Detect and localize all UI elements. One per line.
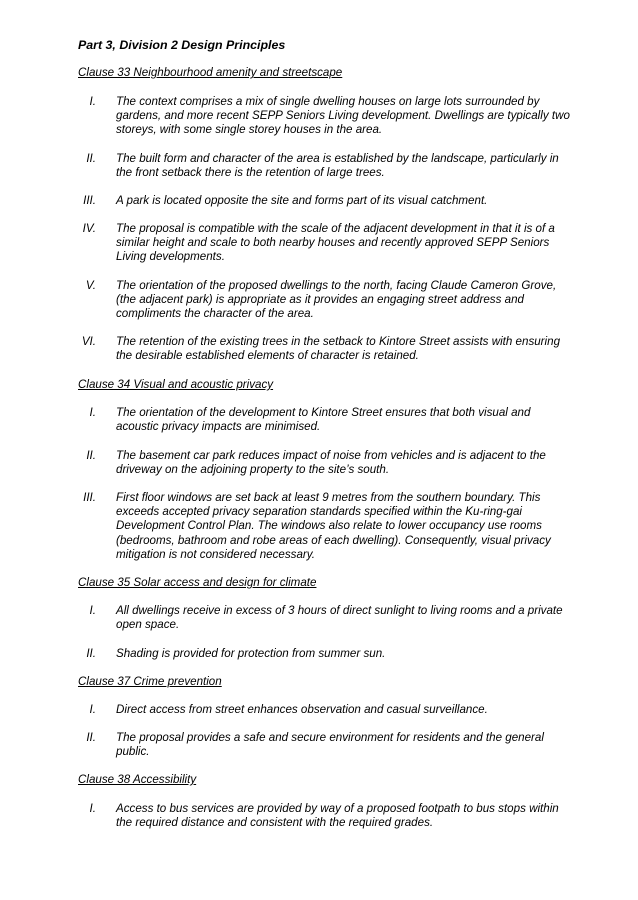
item-text xyxy=(116,279,604,322)
text-line: similar height and scale to both nearby houses and recently approved SEPP Seniors xyxy=(116,236,550,250)
clause-33-heading: Clause 33 Neighbourhood amenity and streetscape xyxy=(78,66,343,79)
text-line: the required distance and consistent with the required grades. xyxy=(116,816,434,830)
item-number: V. xyxy=(85,279,96,292)
item-number: I. xyxy=(89,95,96,108)
item-text xyxy=(116,703,604,717)
item-number: III. xyxy=(83,491,96,504)
item-number: VI. xyxy=(81,335,96,348)
item-number: I. xyxy=(89,802,96,815)
text-line: exceeds accepted privacy separation standards specified within the Ku-ring-gai xyxy=(116,505,523,519)
text-line: driveway on the adjoining property to the site’s south. xyxy=(116,463,390,477)
item-number: I. xyxy=(89,703,96,716)
text-line: the desirable established elements of character is retained. xyxy=(116,349,419,363)
text-line: gardens, and more recent SEPP Seniors Living development. Dwellings are typically two xyxy=(116,109,570,123)
item-number: II. xyxy=(86,647,96,660)
item-number: I. xyxy=(89,406,96,419)
text-line: compliments the character of the area. xyxy=(116,307,314,321)
clause-38-heading: Clause 38 Accessibility xyxy=(78,773,197,786)
item-text xyxy=(116,731,604,759)
item-text xyxy=(116,647,604,661)
item-text xyxy=(116,604,604,632)
text-line: storeys, with some single storey houses in the area. xyxy=(116,123,383,137)
item-text xyxy=(116,194,604,208)
clause-34-heading: Clause 34 Visual and acoustic privacy xyxy=(78,378,274,391)
item-text xyxy=(116,491,604,562)
text-line: The orientation of the development to Kintore Street ensures that both visual and xyxy=(116,406,531,419)
text-line: open space. xyxy=(116,618,180,632)
item-number: I. xyxy=(89,604,96,617)
item-text xyxy=(116,335,604,363)
clause-35-heading: Clause 35 Solar access and design for climate xyxy=(78,576,317,589)
text-line: mitigation is not considered necessary. xyxy=(116,547,315,561)
text-line: Shading is provided for protection from summer sun. xyxy=(116,647,386,660)
item-text xyxy=(116,222,604,265)
page-title: Part 3, Division 2 Design Principles xyxy=(78,38,286,52)
text-line: acoustic privacy impacts are minimised. xyxy=(116,420,321,434)
text-line: (the adjacent park) is appropriate as it provides an engaging street address and xyxy=(116,293,524,307)
text-line: Development Control Plan. The windows also relate to lower occupancy use rooms xyxy=(116,519,542,533)
item-text xyxy=(116,802,604,830)
text-line: The context comprises a mix of single dwelling houses on large lots surrounded by xyxy=(116,95,540,108)
item-number: IV. xyxy=(82,222,96,235)
text-line: Living developments. xyxy=(116,250,225,264)
item-text xyxy=(116,152,604,180)
text-line: public. xyxy=(116,745,150,759)
text-line: First floor windows are set back at least 9 metres from the southern boundary. This xyxy=(116,491,541,504)
item-number: II. xyxy=(86,731,96,744)
text-line: Direct access from street enhances observation and casual surveillance. xyxy=(116,703,488,716)
text-line: The proposal is compatible with the scale of the adjacent development in that it is of a xyxy=(116,222,555,235)
item-text xyxy=(116,449,604,477)
text-line: The built form and character of the area is established by the landscape, particularly in xyxy=(116,152,559,165)
clause-37-heading: Clause 37 Crime prevention xyxy=(78,675,222,688)
text-line: the front setback there is the retention of large trees. xyxy=(116,166,385,180)
text-line: Access to bus services are provided by way of a proposed footpath to bus stops within xyxy=(116,802,559,815)
text-line: The orientation of the proposed dwellings to the north, facing Claude Cameron Grove, xyxy=(116,279,557,292)
item-text xyxy=(116,95,604,138)
text-line: (bedrooms, bathroom and robe areas of each dwelling). Consequently, visual privacy xyxy=(116,533,551,547)
text-line: The proposal provides a safe and secure environment for residents and the general xyxy=(116,731,544,744)
item-number: III. xyxy=(83,194,96,207)
text-line: The basement car park reduces impact of noise from vehicles and is adjacent to the xyxy=(116,449,546,462)
text-line: The retention of the existing trees in the setback to Kintore Street assists with ensuring xyxy=(116,335,561,348)
item-number: II. xyxy=(86,449,96,462)
item-number: II. xyxy=(86,152,96,165)
item-text xyxy=(116,406,604,434)
text-line: A park is located opposite the site and forms part of its visual catchment. xyxy=(116,194,488,207)
text-line: All dwellings receive in excess of 3 hours of direct sunlight to living rooms and a private xyxy=(116,604,563,617)
